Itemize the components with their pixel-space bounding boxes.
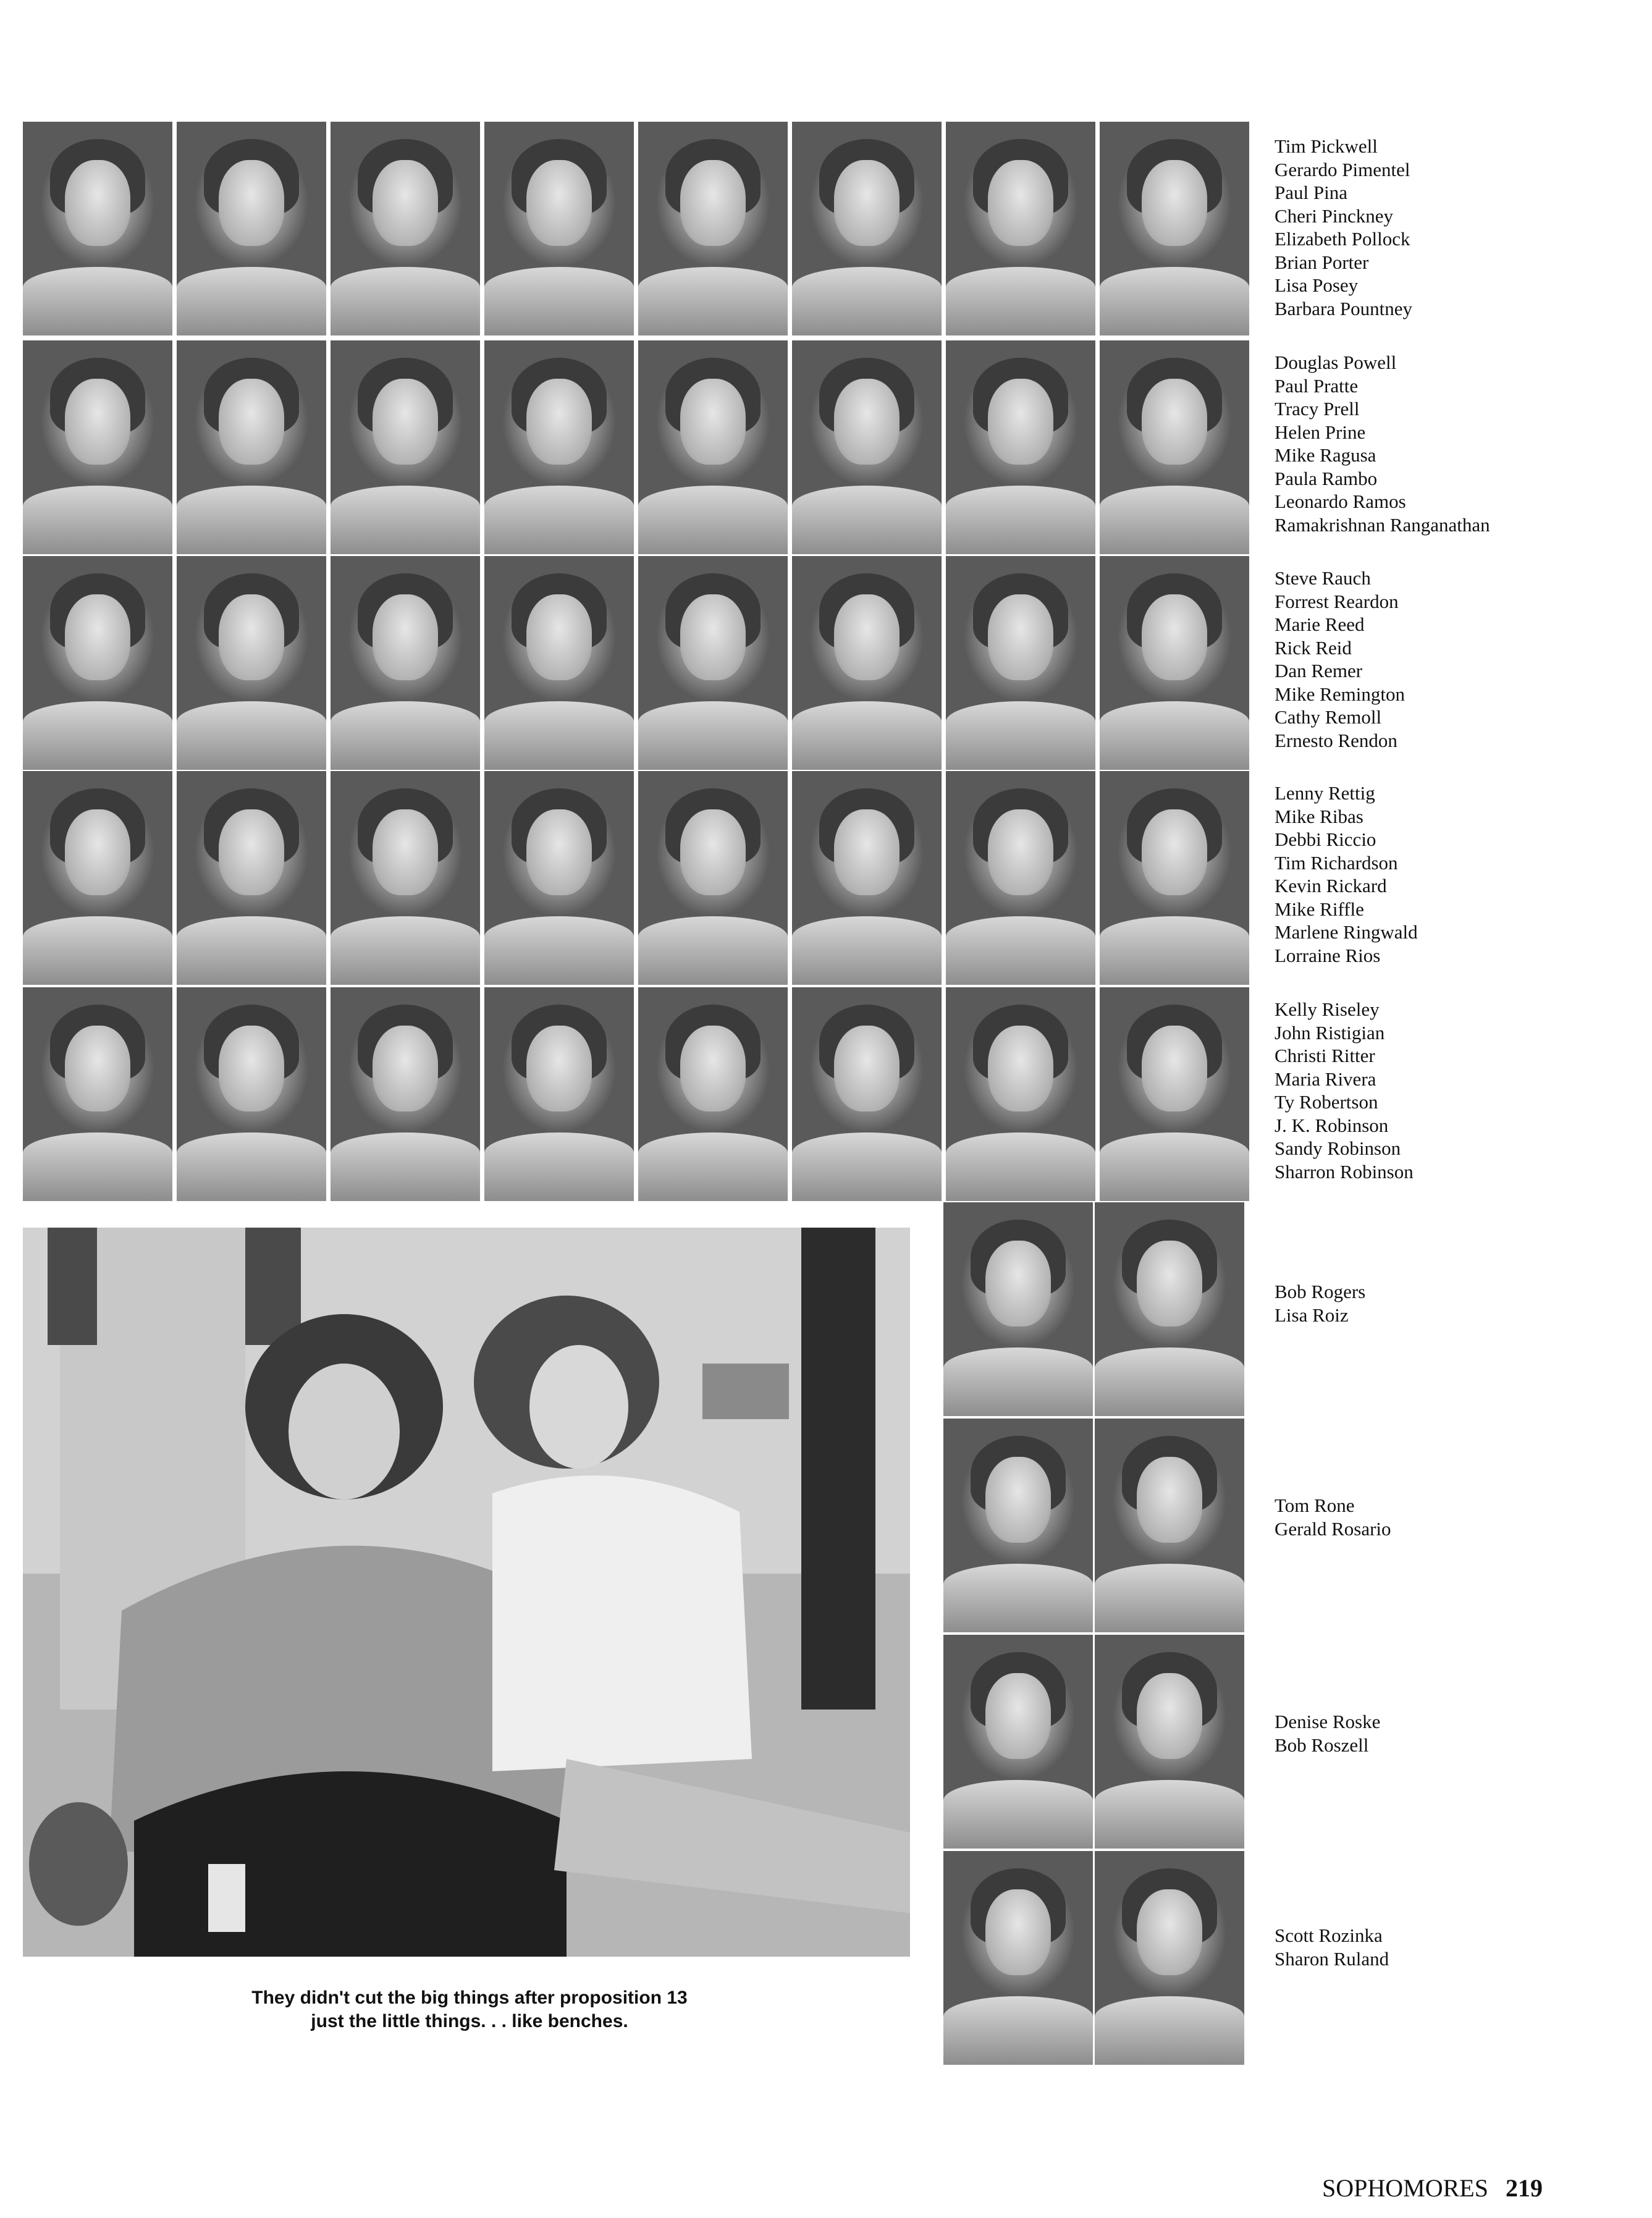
portrait-photo bbox=[484, 122, 634, 335]
student-name: Kelly Riseley bbox=[1275, 998, 1380, 1020]
student-name: Ramakrishnan Ranganathan bbox=[1275, 513, 1490, 536]
student-name: Scott Rozinka bbox=[1275, 1925, 1383, 1946]
portrait-photo bbox=[943, 1419, 1093, 1632]
portrait-photo bbox=[946, 987, 1095, 1201]
student-name: Paul Pratte bbox=[1275, 374, 1359, 397]
portrait-photo bbox=[946, 122, 1095, 335]
name-list-row-4 bbox=[1275, 782, 1418, 967]
portrait-photo bbox=[946, 340, 1095, 554]
student-name: Mike Ribas bbox=[1275, 805, 1363, 827]
portrait-photo bbox=[177, 122, 326, 335]
name-list-row-1 bbox=[1275, 135, 1412, 320]
portrait-photo bbox=[1095, 1419, 1244, 1632]
student-name: Helen Prine bbox=[1275, 421, 1366, 443]
student-name: Christi Ritter bbox=[1275, 1045, 1375, 1066]
student-name: Ernesto Rendon bbox=[1275, 729, 1397, 751]
student-name: Tom Rone bbox=[1275, 1495, 1355, 1516]
caption-line-2: just the little things. . . like benches. bbox=[311, 2011, 628, 2031]
student-name: Gerardo Pimentel bbox=[1275, 158, 1410, 180]
student-name: Kevin Rickard bbox=[1275, 875, 1387, 896]
student-name: Lenny Rettig bbox=[1275, 782, 1375, 804]
student-name: Rick Reid bbox=[1275, 636, 1352, 659]
student-name: Lisa Roiz bbox=[1275, 1304, 1349, 1326]
portrait-photo bbox=[1100, 987, 1249, 1201]
portrait-photo bbox=[23, 556, 172, 770]
student-name: Lorraine Rios bbox=[1275, 944, 1381, 966]
portrait-photo bbox=[792, 987, 942, 1201]
student-name: Forrest Reardon bbox=[1275, 590, 1399, 612]
student-name: Douglas Powell bbox=[1275, 352, 1397, 373]
page-number: 219 bbox=[1505, 2174, 1543, 2202]
portrait-photo bbox=[946, 771, 1095, 985]
student-name: Gerald Rosario bbox=[1275, 1517, 1391, 1540]
portrait-photo bbox=[23, 771, 172, 985]
portrait-photo bbox=[1095, 1851, 1244, 2065]
caption-line-1: They didn't cut the big things after proposition 13 bbox=[251, 1988, 688, 2008]
portrait-photo bbox=[177, 771, 326, 985]
student-name: Elizabeth Pollock bbox=[1275, 228, 1410, 250]
student-name: Marie Reed bbox=[1275, 614, 1365, 635]
name-list-row-5 bbox=[1275, 998, 1414, 1183]
portrait-photo bbox=[484, 771, 634, 985]
student-name: Lisa Posey bbox=[1275, 274, 1359, 296]
portrait-photo bbox=[23, 122, 172, 335]
student-name: Maria Rivera bbox=[1275, 1068, 1376, 1090]
portrait-photo bbox=[1100, 771, 1249, 985]
portrait-photo bbox=[638, 771, 788, 985]
portrait-photo bbox=[177, 340, 326, 554]
portrait-photo bbox=[1100, 556, 1249, 770]
student-name: Barbara Pountney bbox=[1275, 297, 1412, 319]
portrait-photo bbox=[943, 1635, 1093, 1849]
portrait-photo bbox=[484, 556, 634, 770]
student-name: Sharon Ruland bbox=[1275, 1947, 1389, 1970]
portrait-photo bbox=[1095, 1202, 1244, 1416]
student-name: Tracy Prell bbox=[1275, 398, 1360, 420]
portrait-photo bbox=[23, 340, 172, 554]
portrait-photo bbox=[1100, 340, 1249, 554]
student-name: Bob Roszell bbox=[1275, 1734, 1369, 1756]
student-name: Mike Remington bbox=[1275, 683, 1405, 705]
name-list-row-2 bbox=[1275, 351, 1490, 536]
portrait-photo bbox=[177, 987, 326, 1201]
portrait-photo bbox=[331, 340, 480, 554]
portrait-photo bbox=[943, 1202, 1093, 1416]
student-name: Mike Ragusa bbox=[1275, 444, 1376, 466]
student-name: Tim Pickwell bbox=[1275, 135, 1378, 157]
student-name: Sandy Robinson bbox=[1275, 1137, 1401, 1159]
portrait-photo bbox=[638, 340, 788, 554]
candid-photo bbox=[23, 1228, 910, 1957]
name-list-row-3 bbox=[1275, 567, 1405, 752]
photo-caption bbox=[185, 1986, 754, 2033]
portrait-photo bbox=[331, 122, 480, 335]
student-name: Denise Roske bbox=[1275, 1711, 1381, 1732]
portrait-photo bbox=[792, 122, 942, 335]
portrait-photo bbox=[1100, 122, 1249, 335]
student-name: Dan Remer bbox=[1275, 660, 1363, 681]
portrait-photo bbox=[177, 556, 326, 770]
student-name: Tim Richardson bbox=[1275, 851, 1398, 874]
portrait-photo bbox=[638, 556, 788, 770]
student-name: Debbi Riccio bbox=[1275, 829, 1376, 850]
portrait-photo bbox=[638, 987, 788, 1201]
name-list-pair-2 bbox=[1275, 1494, 1391, 1540]
student-name: Bob Rogers bbox=[1275, 1281, 1366, 1302]
name-list-pair-1 bbox=[1275, 1280, 1365, 1326]
portrait-photo bbox=[1095, 1635, 1244, 1849]
section-title: SOPHOMORES bbox=[1322, 2174, 1488, 2202]
portrait-photo bbox=[946, 556, 1095, 770]
student-name: Marlene Ringwald bbox=[1275, 921, 1418, 943]
portrait-photo bbox=[638, 122, 788, 335]
portrait-photo bbox=[792, 340, 942, 554]
student-name: Brian Porter bbox=[1275, 251, 1369, 273]
student-name: Cathy Remoll bbox=[1275, 706, 1382, 728]
name-list-pair-3 bbox=[1275, 1710, 1380, 1756]
name-list-pair-4 bbox=[1275, 1924, 1389, 1970]
portrait-photo bbox=[792, 771, 942, 985]
student-name: Paul Pina bbox=[1275, 182, 1347, 203]
student-name: Paula Rambo bbox=[1275, 467, 1378, 489]
student-name: Steve Rauch bbox=[1275, 567, 1371, 589]
student-name: J. K. Robinson bbox=[1275, 1114, 1389, 1136]
student-name: Cheri Pinckney bbox=[1275, 205, 1393, 227]
student-name: John Ristigian bbox=[1275, 1021, 1385, 1044]
portrait-photo bbox=[484, 987, 634, 1201]
portrait-photo bbox=[792, 556, 942, 770]
student-name: Mike Riffle bbox=[1275, 898, 1364, 920]
student-name: Sharron Robinson bbox=[1275, 1160, 1414, 1183]
student-name: Leonardo Ramos bbox=[1275, 491, 1406, 512]
portrait-photo bbox=[943, 1851, 1093, 2065]
portrait-photo bbox=[331, 987, 480, 1201]
portrait-photo bbox=[484, 340, 634, 554]
student-name: Ty Robertson bbox=[1275, 1091, 1378, 1113]
portrait-photo bbox=[23, 987, 172, 1201]
portrait-photo bbox=[331, 771, 480, 985]
portrait-photo bbox=[331, 556, 480, 770]
page-footer bbox=[1322, 2174, 1543, 2203]
